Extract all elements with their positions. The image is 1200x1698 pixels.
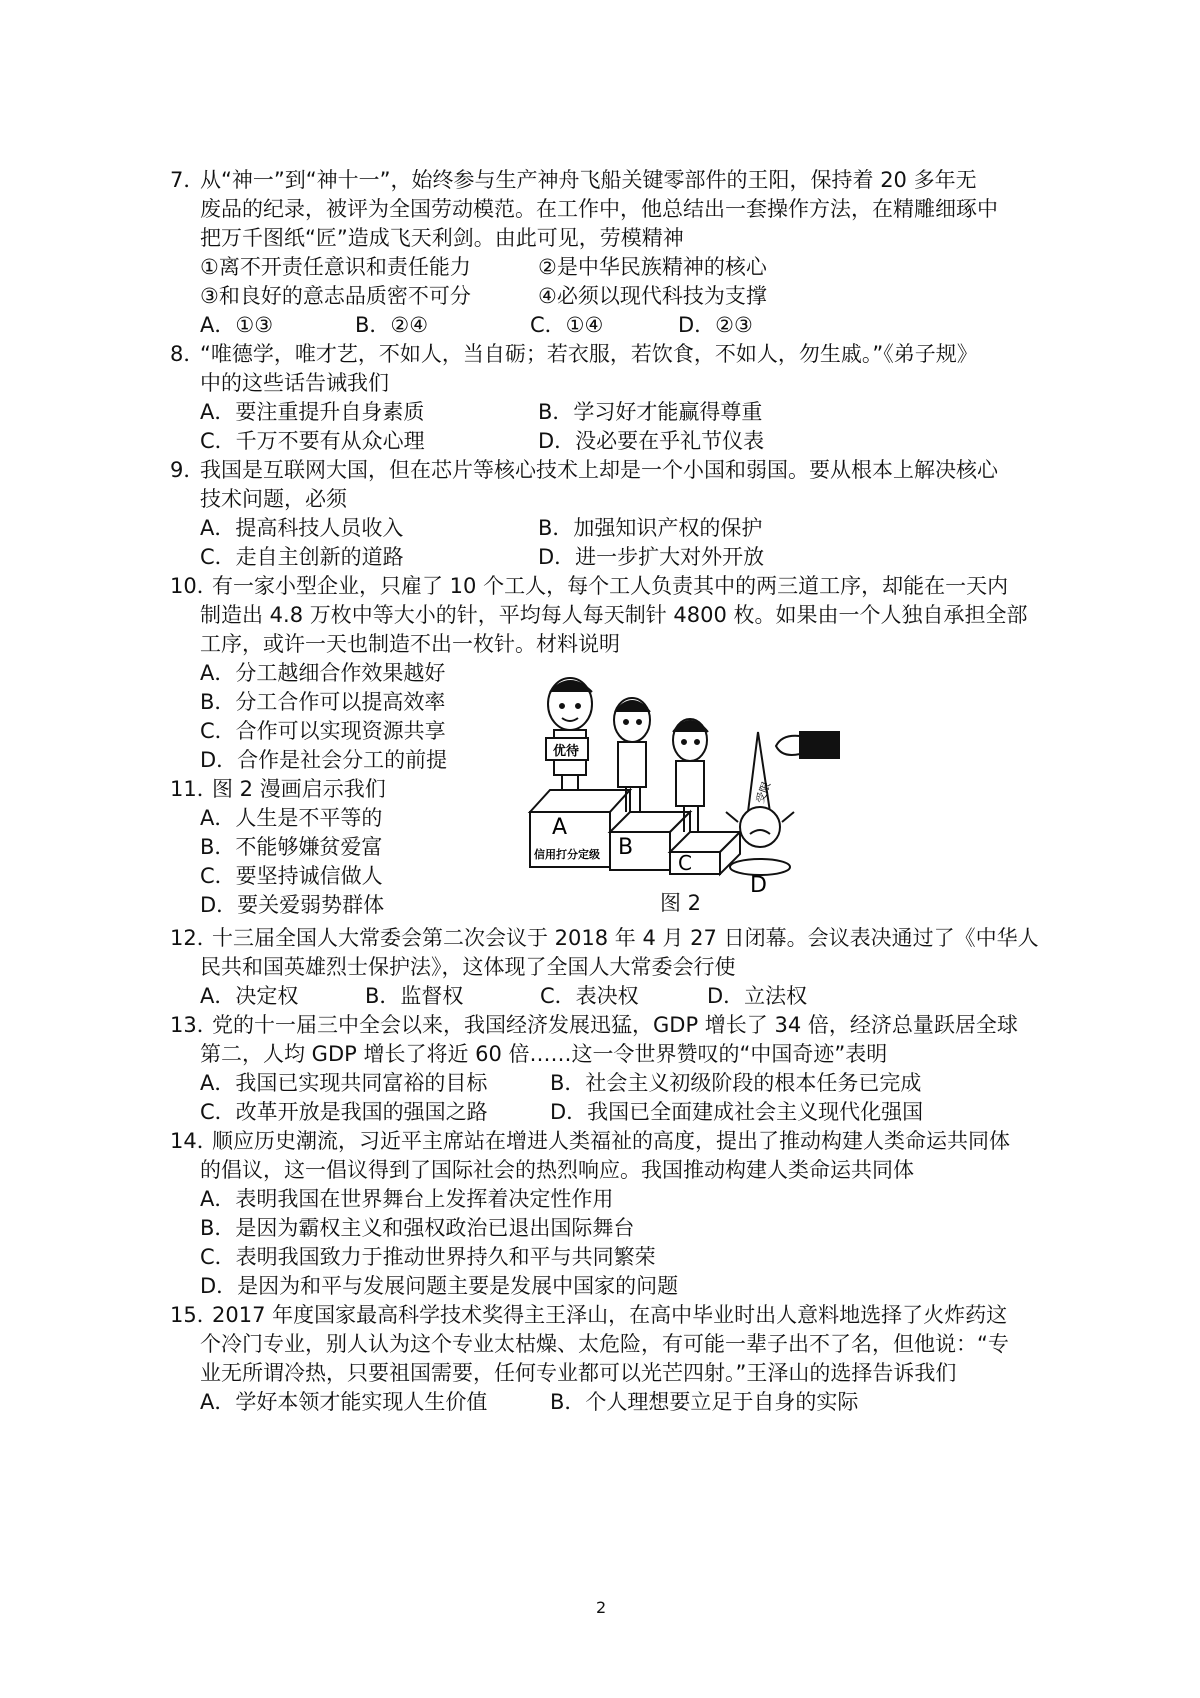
question-number: 14．: [170, 1129, 218, 1153]
figure-2: [520, 662, 840, 894]
credit-cartoon-illustration: [520, 662, 840, 894]
answer-option-b: B．是因为霸权主义和强权政治已退出国际舞台: [200, 1216, 635, 1240]
question-text: 制造出 4.8 万枚中等大小的针，平均每人每天制针 4800 枚。如果由一个人独自承担全部: [200, 603, 1028, 627]
question-text: 业无所谓冷热，只要祖国需要，任何专业都可以光芒四射。”王泽山的选择告诉我们: [200, 1361, 957, 1385]
answer-option-b: B．加强知识产权的保护: [538, 516, 763, 540]
answer-option-c: C．要坚持诚信做人: [200, 864, 383, 888]
sign-d-text: 受限: [753, 779, 774, 806]
answer-option-d: D．②③: [678, 313, 753, 337]
answer-option-d: D．没必要在乎礼节仪表: [538, 429, 765, 453]
question-text: 把万千图纸“匠”造成飞天利剑。由此可见，劳模精神: [200, 226, 684, 250]
answer-option-d: D．是因为和平与发展问题主要是发展中国家的问题: [200, 1274, 679, 1298]
answer-option-a: A．表明我国在世界舞台上发挥着决定性作用: [200, 1187, 614, 1211]
question-text: 工序，或许一天也制造不出一枚针。材料说明: [200, 632, 620, 656]
answer-option-c: C．千万不要有从众心理: [200, 429, 425, 453]
answer-option-a: A．学好本领才能实现人生价值: [200, 1390, 488, 1414]
answer-option-a: A．决定权: [200, 984, 299, 1008]
question-text: 有一家小型企业，只雇了 10 个工人，每个工人负责其中的两三道工序，却能在一天内: [212, 574, 1009, 598]
answer-option-c: C．合作可以实现资源共享: [200, 719, 446, 743]
question-text: 废品的纪录，被评为全国劳动模范。在工作中，他总结出一套操作方法，在精雕细琢中: [200, 197, 998, 221]
question-text: 图 2 漫画启示我们: [212, 777, 386, 801]
question-text: 2017 年度国家最高科学技术奖得主王泽山，在高中毕业时出人意料地选择了火炸药这: [212, 1303, 1008, 1327]
answer-option-d: D．要关爱弱势群体: [200, 893, 385, 917]
sign-a-text: 优待: [553, 744, 580, 759]
answer-option-c: C．表明我国致力于推动世界持久和平与共同繁荣: [200, 1245, 656, 1269]
answer-option-d: D．进一步扩大对外开放: [538, 545, 765, 569]
statement-item: ④必须以现代科技为支撑: [538, 284, 767, 308]
answer-option-a: A．①③: [200, 313, 274, 337]
question-number: 8．: [170, 342, 205, 366]
answer-option-c: C．表决权: [540, 984, 639, 1008]
question-text: 党的十一届三中全会以来，我国经济发展迅猛，GDP 增长了 34 倍，经济总量跃居全球: [212, 1013, 1018, 1037]
answer-option-b: B．个人理想要立足于自身的实际: [550, 1390, 859, 1414]
answer-option-d: D．立法权: [707, 984, 808, 1008]
question-text: 中的这些话告诫我们: [200, 371, 389, 395]
question-text: 我国是互联网大国，但在芯片等核心技术上却是一个小国和弱国。要从根本上解决核心: [200, 458, 998, 482]
statement-item: ①离不开责任意识和责任能力: [200, 255, 471, 279]
answer-option-b: B．社会主义初级阶段的根本任务已完成: [550, 1071, 922, 1095]
answer-option-c: C．改革开放是我国的强国之路: [200, 1100, 488, 1124]
question-text: “唯德学，唯才艺，不如人，当自砺；若衣服，若饮食，不如人，勿生戚。”《弟子规》: [200, 342, 978, 366]
letter-c: C: [678, 851, 692, 875]
statement-item: ③和良好的意志品质密不可分: [200, 284, 471, 308]
question-text: 民共和国英雄烈士保护法》，这体现了全国人大常委会行使: [200, 955, 736, 979]
answer-option-b: B．监督权: [365, 984, 464, 1008]
question-number: 11．: [170, 777, 218, 801]
question-text: 的倡议，这一倡议得到了国际社会的热烈响应。我国推动构建人类命运共同体: [200, 1158, 914, 1182]
answer-option-b: B．分工合作可以提高效率: [200, 690, 446, 714]
answer-option-c: C．走自主创新的道路: [200, 545, 404, 569]
answer-option-d: D．合作是社会分工的前提: [200, 748, 448, 772]
answer-option-a: A．分工越细合作效果越好: [200, 661, 446, 685]
letter-b: B: [618, 835, 634, 860]
question-text: 从“神一”到“神十一”，始终参与生产神舟飞船关键零部件的王阳，保持着 20 多年无: [200, 168, 977, 192]
question-number: 12．: [170, 926, 218, 950]
figure-caption: 图 2: [660, 891, 702, 915]
answer-option-b: B．②④: [355, 313, 429, 337]
question-number: 9．: [170, 458, 205, 482]
answer-option-b: B．学习好才能赢得尊重: [538, 400, 763, 424]
answer-option-c: C．①④: [530, 313, 604, 337]
question-number: 13．: [170, 1013, 218, 1037]
question-text: 顺应历史潮流，习近平主席站在增进人类福祉的高度，提出了推动构建人类命运共同体: [212, 1129, 1010, 1153]
question-text: 技术问题，必须: [200, 487, 347, 511]
page-number: 2: [596, 1598, 607, 1617]
pressing-hand: [776, 732, 840, 758]
answer-option-a: A．提高科技人员收入: [200, 516, 404, 540]
answer-option-a: A．我国已实现共同富裕的目标: [200, 1071, 488, 1095]
question-text: 第二，人均 GDP 增长了将近 60 倍……这一令世界赞叹的“中国奇迹”表明: [200, 1042, 888, 1066]
statement-item: ②是中华民族精神的核心: [538, 255, 767, 279]
answer-option-b: B．不能够嫌贫爱富: [200, 835, 383, 859]
step-label: 信用打分定级: [534, 848, 600, 861]
letter-a: A: [552, 815, 568, 840]
letter-d: D: [750, 873, 767, 894]
question-text: 个冷门专业，别人认为这个专业太枯燥、太危险，有可能一辈子出不了名，但他说：“专: [200, 1332, 1009, 1356]
person-a: [548, 678, 592, 790]
answer-option-a: A．人生是不平等的: [200, 806, 383, 830]
question-text: 十三届全国人大常委会第二次会议于 2018 年 4 月 27 日闭幕。会议表决通过了《中华人: [212, 926, 1039, 950]
question-number: 15．: [170, 1303, 218, 1327]
answer-option-d: D．我国已全面建成社会主义现代化强国: [550, 1100, 924, 1124]
question-number: 7．: [170, 168, 205, 192]
answer-option-a: A．要注重提升自身素质: [200, 400, 425, 424]
question-number: 10．: [170, 574, 218, 598]
